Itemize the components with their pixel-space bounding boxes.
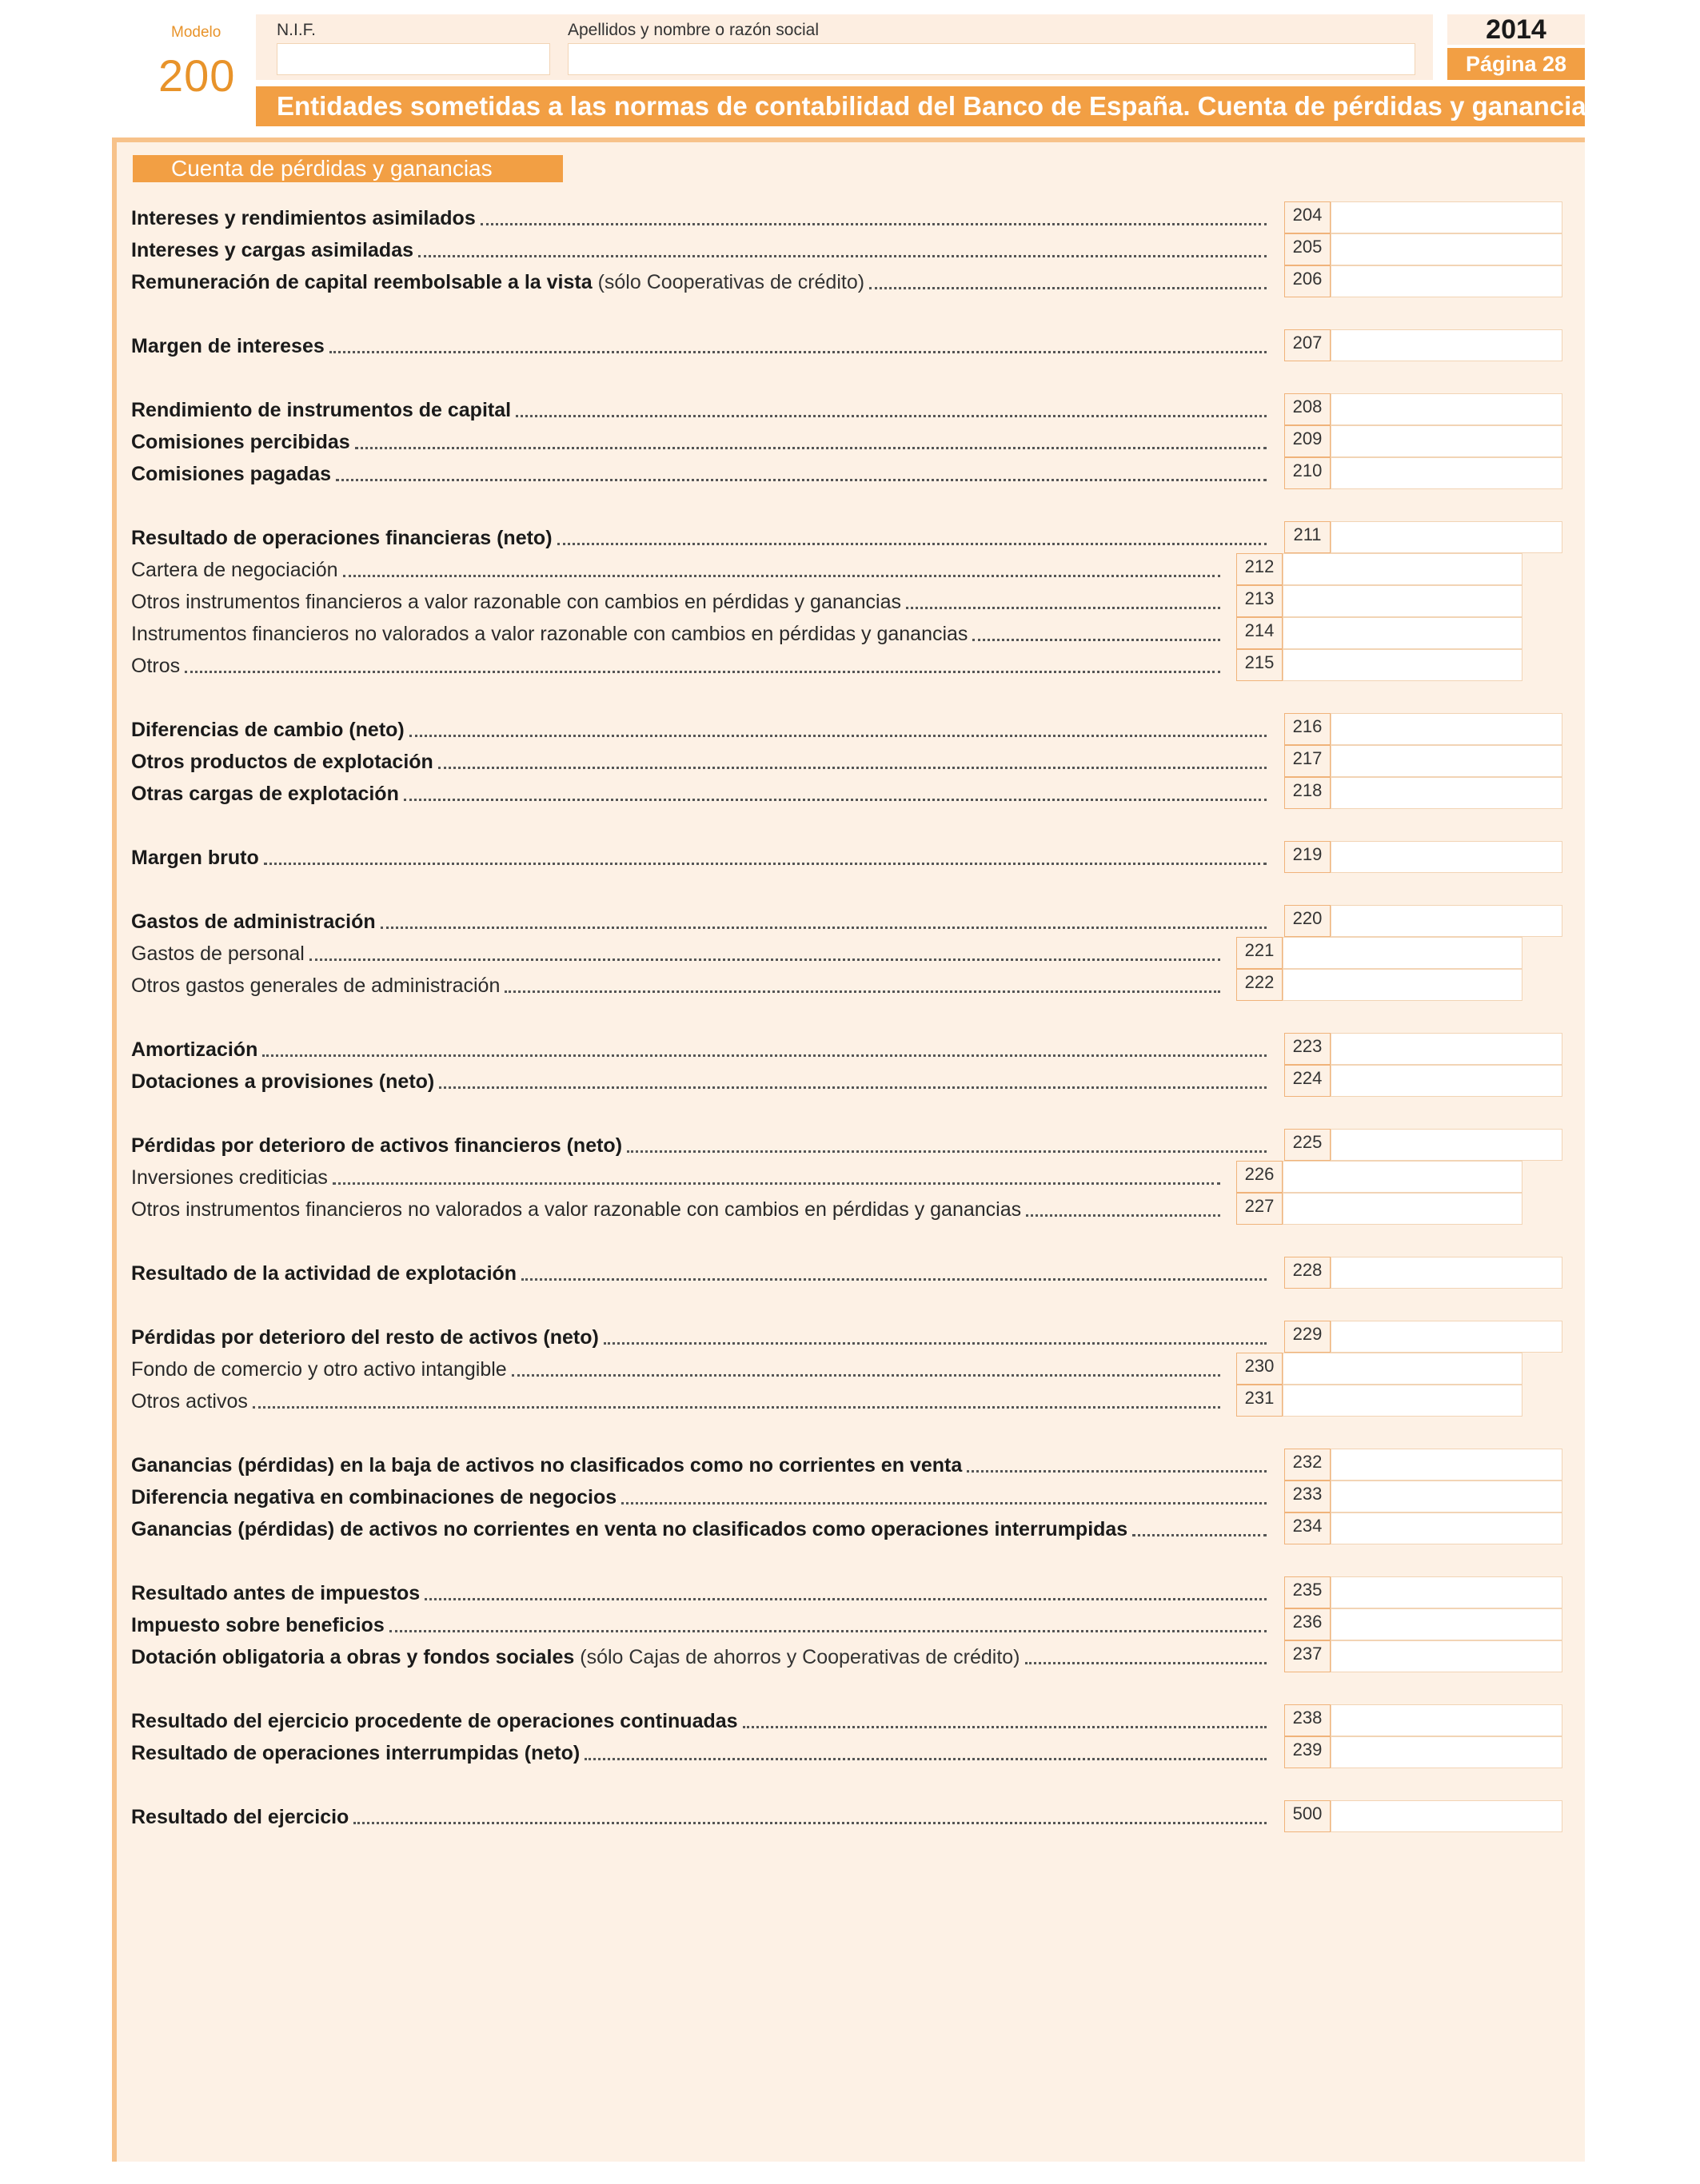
row-label: Gastos de personal [131, 943, 305, 965]
row-label: Pérdidas por deterioro de activos financieros (neto) [131, 1134, 623, 1157]
row-label: Comisiones pagadas [131, 463, 332, 485]
amount-field[interactable] [1331, 1704, 1562, 1736]
row-label: Intereses y rendimientos asimilados [131, 207, 476, 229]
box-code: 233 [1284, 1481, 1331, 1512]
box-code: 236 [1284, 1608, 1331, 1640]
amount-field[interactable] [1331, 1129, 1562, 1161]
amount-field[interactable] [1331, 1608, 1562, 1640]
row-label: Pérdidas por deterioro del resto de activos (neto) [131, 1326, 599, 1349]
modelo-label: Modelo [171, 24, 221, 41]
leader-dots [309, 958, 1220, 961]
amount-field[interactable] [1331, 1481, 1562, 1512]
box-code: 239 [1284, 1736, 1331, 1768]
box-code: 216 [1284, 713, 1331, 745]
row-label: Inversiones crediticias [131, 1166, 328, 1189]
amount-field[interactable] [1331, 1033, 1562, 1065]
taxpayer-header [256, 14, 1433, 80]
leader-dots [585, 1758, 1267, 1760]
box-code: 212 [1236, 553, 1283, 585]
leader-dots [355, 447, 1267, 449]
leader-dots [264, 863, 1267, 865]
row-label: Cartera de negociación [131, 559, 338, 581]
row-label: Ganancias (pérdidas) de activos no corrientes en venta no clasificados como operaciones interrumpidas [131, 1518, 1128, 1540]
row-label: Margen de intereses [131, 335, 325, 357]
box-code: 210 [1284, 457, 1331, 489]
amount-field[interactable] [1331, 457, 1562, 489]
amount-field[interactable] [1283, 1161, 1522, 1193]
box-code: 228 [1284, 1257, 1331, 1289]
modelo-number: 200 [158, 50, 236, 101]
row-label: Resultado de operaciones financieras (neto) [131, 527, 553, 549]
amount-field[interactable] [1283, 585, 1522, 617]
row-label: Fondo de comercio y otro activo intangible [131, 1358, 507, 1381]
row-label: Resultado del ejercicio [131, 1806, 349, 1828]
row-label: Resultado del ejercicio procedente de operaciones continuadas [131, 1710, 738, 1732]
row-label: Resultado de operaciones interrumpidas (neto) [131, 1742, 581, 1764]
row-note: (sólo Cajas de ahorros y Cooperativas de crédito) [574, 1646, 1020, 1668]
leader-dots [262, 1054, 1267, 1057]
section-title: Cuenta de pérdidas y ganancias [133, 155, 563, 182]
amount-field[interactable] [1331, 1800, 1562, 1832]
box-code: 231 [1236, 1385, 1283, 1417]
amount-field[interactable] [1331, 233, 1562, 265]
row-label: Otros productos de explotación [131, 751, 433, 773]
box-code: 226 [1236, 1161, 1283, 1193]
page-number: Página 28 [1447, 48, 1585, 80]
amount-field[interactable] [1331, 1321, 1562, 1353]
row-label: Dotaciones a provisiones (neto) [131, 1070, 435, 1093]
amount-field[interactable] [1331, 713, 1562, 745]
amount-field[interactable] [1283, 1353, 1522, 1385]
amount-field[interactable] [1283, 969, 1522, 1001]
row-label: Ganancias (pérdidas) en la baja de activos no clasificados como no corrientes en venta [131, 1454, 963, 1477]
row-label: Margen bruto [131, 847, 259, 869]
leader-dots [743, 1726, 1267, 1728]
leader-dots [869, 287, 1267, 289]
leader-dots [381, 927, 1267, 929]
leader-dots [481, 223, 1267, 225]
row-label: Instrumentos financieros no valorados a valor razonable con cambios en pérdidas y ganancias [131, 623, 968, 645]
box-code: 208 [1284, 393, 1331, 425]
amount-field[interactable] [1331, 1257, 1562, 1289]
amount-field[interactable] [1283, 937, 1522, 969]
row-label: Diferencia negativa en combinaciones de negocios [131, 1486, 617, 1508]
leader-dots [1025, 1662, 1267, 1664]
row-label: Diferencias de cambio (neto) [131, 719, 405, 741]
amount-field[interactable] [1331, 265, 1562, 297]
row-label: Gastos de administración [131, 911, 376, 933]
box-code: 235 [1284, 1576, 1331, 1608]
box-code: 232 [1284, 1449, 1331, 1481]
row-label: Intereses y cargas asimiladas [131, 239, 414, 261]
amount-field[interactable] [1283, 1193, 1522, 1225]
amount-field[interactable] [1331, 1512, 1562, 1544]
amount-field[interactable] [1331, 841, 1562, 873]
amount-field[interactable] [1331, 521, 1562, 553]
box-code: 221 [1236, 937, 1283, 969]
row-note: (sólo Cooperativas de crédito) [592, 271, 865, 293]
amount-field[interactable] [1283, 1385, 1522, 1417]
name-label: Apellidos y nombre o razón social [568, 21, 819, 39]
box-code: 213 [1236, 585, 1283, 617]
box-code: 227 [1236, 1193, 1283, 1225]
row-label: Impuesto sobre beneficios [131, 1614, 385, 1636]
box-code: 209 [1284, 425, 1331, 457]
nif-field[interactable] [277, 43, 550, 75]
box-code: 205 [1284, 233, 1331, 265]
leader-dots [185, 671, 1220, 673]
box-code: 223 [1284, 1033, 1331, 1065]
box-code: 218 [1284, 777, 1331, 809]
box-code: 219 [1284, 841, 1331, 873]
leader-dots [967, 1470, 1267, 1473]
leader-dots [505, 990, 1220, 993]
leader-dots [972, 639, 1220, 641]
box-code: 238 [1284, 1704, 1331, 1736]
amount-field[interactable] [1331, 777, 1562, 809]
amount-field[interactable] [1283, 649, 1522, 681]
leader-dots [336, 479, 1267, 481]
amount-field[interactable] [1283, 553, 1522, 585]
box-code: 204 [1284, 201, 1331, 233]
amount-field[interactable] [1331, 1576, 1562, 1608]
leader-dots [409, 735, 1267, 737]
row-label: Comisiones percibidas [131, 431, 350, 453]
leader-dots [389, 1630, 1267, 1632]
leader-dots [353, 1822, 1267, 1824]
leader-dots [516, 415, 1267, 417]
row-label: Otros [131, 655, 181, 677]
box-code: 234 [1284, 1512, 1331, 1544]
leader-dots [1026, 1214, 1220, 1217]
page-title: Entidades sometidas a las normas de contabilidad del Banco de España. Cuenta de pérdidas y ganancias. [256, 86, 1585, 126]
row-label: Otros instrumentos financieros no valorados a valor razonable con cambios en pérdidas y ganancias [131, 1198, 1022, 1221]
box-code: 214 [1236, 617, 1283, 649]
box-code: 224 [1284, 1065, 1331, 1097]
box-code: 220 [1284, 905, 1331, 937]
leader-dots [906, 607, 1220, 609]
amount-field[interactable] [1331, 745, 1562, 777]
row-label: Amortización [131, 1038, 258, 1061]
amount-field[interactable] [1331, 1065, 1562, 1097]
box-code: 225 [1284, 1129, 1331, 1161]
amount-field[interactable] [1331, 201, 1562, 233]
amount-field[interactable] [1331, 905, 1562, 937]
box-code: 222 [1236, 969, 1283, 1001]
amount-field[interactable] [1331, 425, 1562, 457]
leader-dots [627, 1150, 1267, 1153]
leader-dots [329, 351, 1267, 353]
box-code: 215 [1236, 649, 1283, 681]
leader-dots [1132, 1534, 1267, 1536]
leader-dots [512, 1374, 1220, 1377]
name-field[interactable] [568, 43, 1415, 75]
row-label: Rendimiento de instrumentos de capital [131, 399, 512, 421]
box-code: 500 [1284, 1800, 1331, 1832]
row-label: Otros activos [131, 1390, 248, 1413]
box-code: 211 [1284, 521, 1331, 553]
box-code: 217 [1284, 745, 1331, 777]
box-code: 230 [1236, 1353, 1283, 1385]
leader-dots [557, 543, 1267, 545]
leader-dots [333, 1182, 1220, 1185]
amount-field[interactable] [1283, 617, 1522, 649]
leader-dots [404, 799, 1267, 801]
form-year: 2014 [1447, 14, 1585, 45]
row-label: Remuneración de capital reembolsable a la vista [131, 271, 593, 293]
box-code: 237 [1284, 1640, 1331, 1672]
row-label: Otros gastos generales de administración [131, 974, 501, 997]
amount-field[interactable] [1331, 329, 1562, 361]
leader-dots [418, 255, 1267, 257]
amount-field[interactable] [1331, 393, 1562, 425]
amount-field[interactable] [1331, 1449, 1562, 1481]
box-code: 229 [1284, 1321, 1331, 1353]
leader-dots [439, 1086, 1267, 1089]
leader-dots [253, 1406, 1220, 1409]
row-label: Otros instrumentos financieros a valor razonable con cambios en pérdidas y ganancias [131, 591, 902, 613]
row-label: Resultado de la actividad de explotación [131, 1262, 517, 1285]
leader-dots [438, 767, 1267, 769]
leader-dots [521, 1278, 1267, 1281]
leader-dots [425, 1598, 1267, 1600]
amount-field[interactable] [1331, 1640, 1562, 1672]
box-code: 207 [1284, 329, 1331, 361]
row-label: Resultado antes de impuestos [131, 1582, 421, 1604]
leader-dots [621, 1502, 1267, 1504]
amount-field[interactable] [1331, 1736, 1562, 1768]
row-label: Dotación obligatoria a obras y fondos sociales [131, 1646, 575, 1668]
leader-dots [604, 1342, 1267, 1345]
leader-dots [343, 575, 1221, 577]
row-label: Otras cargas de explotación [131, 783, 399, 805]
box-code: 206 [1284, 265, 1331, 297]
nif-label: N.I.F. [277, 21, 317, 39]
